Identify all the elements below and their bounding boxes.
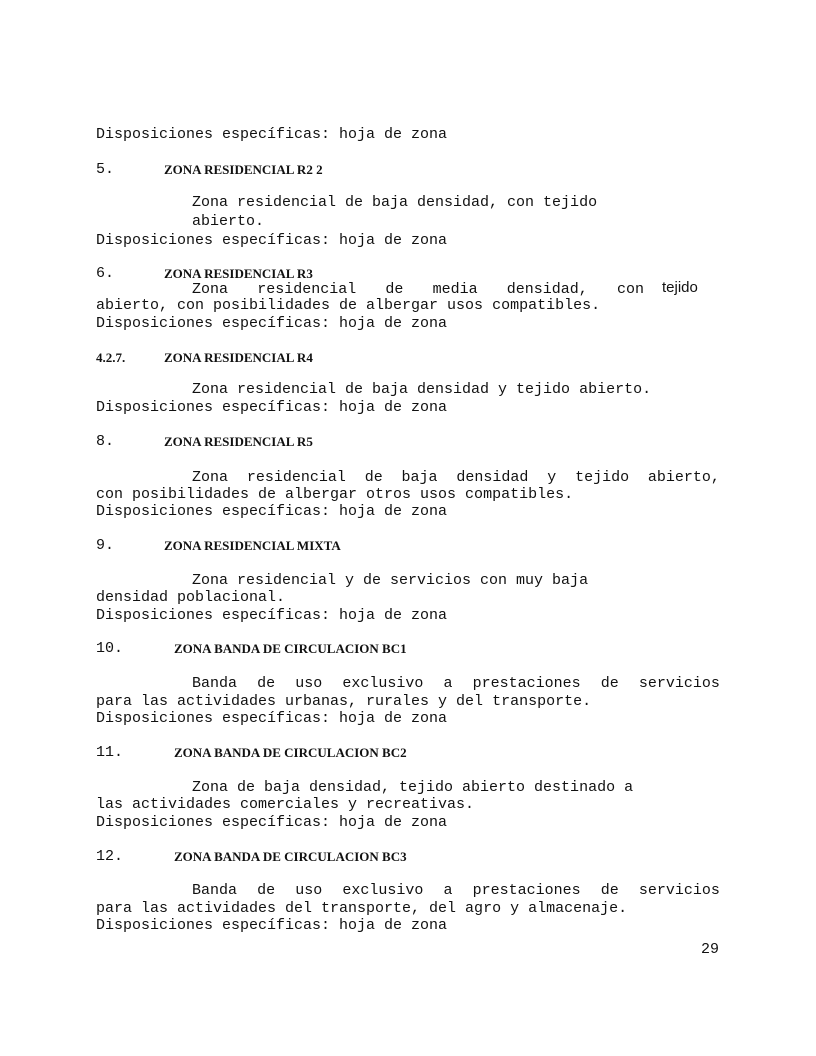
section-number: 4.2.7.: [96, 350, 126, 365]
word: tejido: [575, 469, 630, 486]
section-heading: ZONA RESIDENCIAL R5: [164, 434, 313, 449]
word: exclusivo: [342, 882, 424, 899]
body-line: para las actividades urbanas, rurales y del transporte.: [96, 693, 592, 710]
body-line: Zona residencial y de servicios con muy baja: [192, 572, 589, 589]
section-number: 5.: [96, 161, 115, 178]
word: prestaciones: [472, 882, 581, 899]
word: servicios: [638, 675, 720, 692]
disposicion-line: Disposiciones específicas: hoja de zona: [96, 399, 448, 416]
word: a: [443, 882, 453, 899]
disposicion-line: Disposiciones específicas: hoja de zona: [96, 607, 448, 624]
word: residencial: [246, 469, 346, 486]
body-line: Zona residencial de baja densidad y tejido abierto.: [192, 381, 652, 398]
word: servicios: [638, 882, 720, 899]
disposicion-line: Disposiciones específicas: hoja de zona: [96, 126, 448, 143]
body-line: Zona residencial de baja densidad, con tejido: [192, 194, 598, 211]
word: uso: [295, 675, 323, 692]
section-heading: ZONA BANDA DE CIRCULACION BC1: [174, 641, 407, 656]
word: de: [600, 675, 619, 692]
page-number: 29: [701, 941, 720, 958]
body-line: abierto, con posibilidades de albergar usos compatibles.: [96, 297, 601, 314]
word: abierto,: [647, 469, 720, 486]
word: residencial: [257, 281, 357, 298]
word: exclusivo: [342, 675, 424, 692]
body-line-justified: [192, 883, 720, 899]
disposicion-line: Disposiciones específicas: hoja de zona: [96, 710, 448, 727]
word: uso: [295, 882, 323, 899]
word: Banda: [192, 675, 238, 692]
word: baja: [401, 469, 438, 486]
word: densidad: [456, 469, 529, 486]
word: Zona: [192, 281, 229, 298]
section-number: 12.: [96, 848, 124, 865]
body-line-justified: [192, 282, 644, 298]
word: densidad,: [506, 281, 588, 298]
section-number: 9.: [96, 537, 115, 554]
word: de: [385, 281, 404, 298]
section-heading: ZONA RESIDENCIAL R2 2: [164, 162, 323, 177]
section-number: 11.: [96, 744, 124, 761]
disposicion-line: Disposiciones específicas: hoja de zona: [96, 917, 448, 934]
word: y: [547, 469, 557, 486]
body-line: con posibilidades de albergar otros usos compatibles.: [96, 486, 574, 503]
body-line: densidad poblacional.: [96, 589, 286, 606]
word: con: [616, 281, 644, 298]
body-line: Zona de baja densidad, tejido abierto destinado a: [192, 779, 634, 796]
section-heading: ZONA RESIDENCIAL R3: [164, 266, 313, 281]
word: de: [364, 469, 383, 486]
word: a: [443, 675, 453, 692]
body-line-justified: [192, 470, 720, 486]
word: Banda: [192, 882, 238, 899]
disposicion-line: Disposiciones específicas: hoja de zona: [96, 814, 448, 831]
section-number: 10.: [96, 640, 124, 657]
word: media: [432, 281, 478, 298]
section-heading: ZONA BANDA DE CIRCULACION BC2: [174, 745, 407, 760]
section-heading: ZONA RESIDENCIAL MIXTA: [164, 538, 341, 553]
section-number: 6.: [96, 265, 115, 282]
word: de: [600, 882, 619, 899]
word: de: [257, 882, 276, 899]
word: de: [257, 675, 276, 692]
section-number: 8.: [96, 433, 115, 450]
word: prestaciones: [472, 675, 581, 692]
body-line: para las actividades del transporte, del agro y almacenaje.: [96, 900, 628, 917]
disposicion-line: Disposiciones específicas: hoja de zona: [96, 232, 448, 249]
body-line: las actividades comerciales y recreativas.: [96, 796, 475, 813]
body-line-justified: [192, 676, 720, 692]
section-heading: ZONA RESIDENCIAL R4: [164, 350, 313, 365]
disposicion-line: Disposiciones específicas: hoja de zona: [96, 503, 448, 520]
section-heading: ZONA BANDA DE CIRCULACION BC3: [174, 849, 407, 864]
body-line: abierto.: [192, 213, 265, 230]
word: Zona: [192, 469, 229, 486]
disposicion-line: Disposiciones específicas: hoja de zona: [96, 315, 448, 332]
body-word-tail: tejido: [662, 279, 698, 296]
